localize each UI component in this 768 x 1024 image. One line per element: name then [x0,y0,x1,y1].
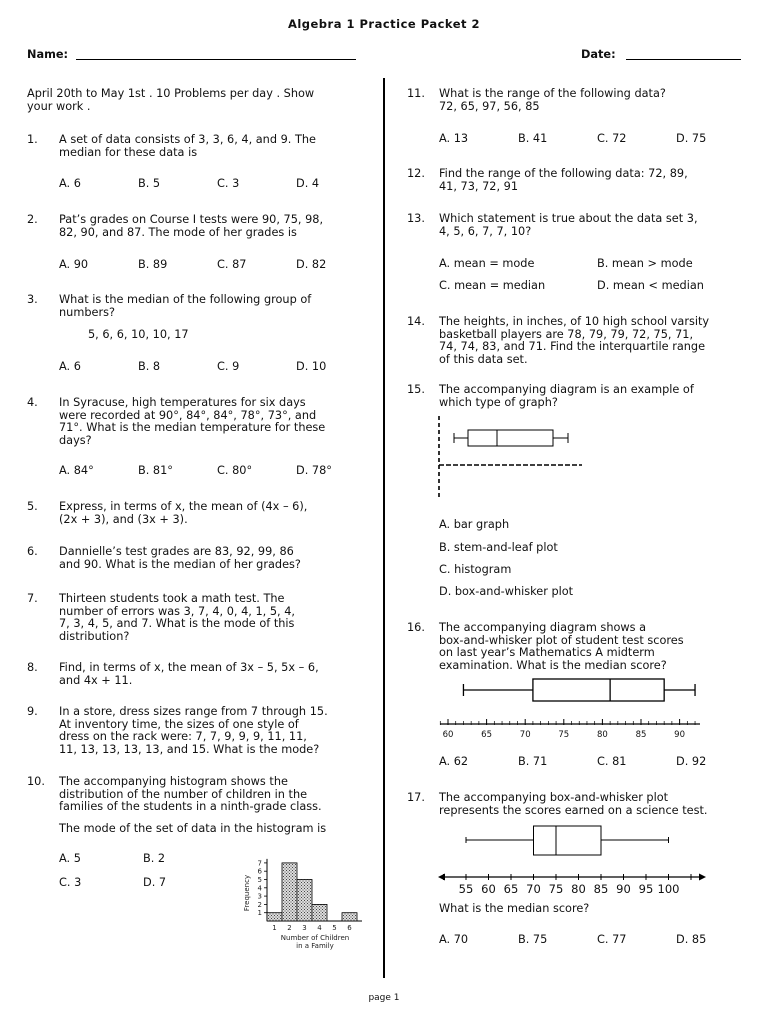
q17-text-2: What is the median score? [439,902,590,915]
q10-text: The accompanying histogram shows the distribution of the number of children in the families of the students in a ninth-grade class. [59,775,322,814]
histogram-x-tick-label: 6 [347,924,352,932]
q4-choice-d[interactable]: D. 78° [296,464,332,477]
histogram-y-tick-label: 4 [257,884,262,893]
date-label: Date: [581,48,616,61]
q7-text: Thirteen students took a math test. The number of errors was 3, 7, 4, 0, 4, 1, 5, 4, 7, 3, 4, 5, and 7. What is the mode of this distribution? [59,592,295,643]
q17-tick-label: 90 [616,882,631,896]
name-field[interactable] [76,59,356,60]
intro-text: April 20th to May 1st . 10 Problems per day . Show your work . [27,87,315,113]
q16-choice-b[interactable]: B. 71 [518,755,548,768]
q15-choice-d[interactable]: D. box-and-whisker plot [439,585,574,598]
q2-text: Pat’s grades on Course I tests were 90, 75, 98, 82, 90, and 87. The mode of her grades is [59,213,324,239]
q13-choice-d[interactable]: D. mean < median [597,279,704,292]
histogram-y-tick-label: 2 [257,900,262,909]
q6-number: 6. [27,545,38,558]
q3-data: 5, 6, 6, 10, 10, 17 [88,328,189,341]
q13-choice-c[interactable]: C. mean = median [439,279,546,292]
q16-tick-label: 60 [442,730,454,740]
q5-text: Express, in terms of x, the mean of (4x – 6), (2x + 3), and (3x + 3). [59,500,308,526]
histogram-x-tick-label: 3 [302,924,307,932]
histogram-y-tick-label: 3 [257,892,262,901]
q2-choice-a[interactable]: A. 90 [59,258,89,271]
q17-choice-b[interactable]: B. 75 [518,933,548,946]
histogram-x-axis-label: Number of Children [280,934,350,942]
q10-number: 10. [27,775,45,788]
histogram-y-tick-label: 6 [257,867,262,876]
q2-choice-c[interactable]: C. 87 [217,258,247,271]
q17-axis-arrow-right [699,874,706,881]
q3-choice-a[interactable]: A. 6 [59,360,81,373]
q12-text: Find the range of the following data: 72, 89, 41, 73, 72, 91 [439,167,688,193]
q11-number: 11. [407,87,425,100]
q3-choice-c[interactable]: C. 9 [217,360,240,373]
q16-choice-d[interactable]: D. 92 [676,755,707,768]
q3-choice-b[interactable]: B. 8 [138,360,161,373]
q1-choice-d[interactable]: D. 4 [296,177,320,190]
q16-tick-label: 70 [519,730,531,740]
q17-tick-label: 85 [593,882,609,896]
q11-choice-c[interactable]: C. 72 [597,132,627,145]
q4-number: 4. [27,396,38,409]
page-title: Algebra 1 Practice Packet 2 [287,17,481,31]
q11-text: What is the range of the following data? 72, 65, 97, 56, 85 [439,87,666,113]
q17-number: 17. [407,791,425,804]
q16-choice-c[interactable]: C. 81 [597,755,627,768]
histogram-figure [238,852,362,952]
q15-diagram [432,412,584,504]
q14-number: 14. [407,315,425,328]
q12-number: 12. [407,167,425,180]
q9-number: 9. [27,705,38,718]
q4-choice-c[interactable]: C. 80° [217,464,253,477]
q17-tick-label: 100 [657,882,680,896]
q11-choice-d[interactable]: D. 75 [676,132,707,145]
q8-text: Find, in terms of x, the mean of 3x – 5, 5x – 6, and 4x + 11. [59,661,319,687]
q4-choice-b[interactable]: B. 81° [138,464,173,477]
q3-number: 3. [27,293,38,306]
q17-boxplot [436,818,708,898]
q16-boxplot [436,674,706,746]
q1-choice-c[interactable]: C. 3 [217,177,240,190]
histogram-bar [297,880,312,922]
q5-number: 5. [27,500,38,513]
q17-tick-label: 70 [526,882,541,896]
histogram-x-tick-label: 4 [317,924,322,932]
histogram-x-axis-label-2: in a Family [296,942,334,950]
q13-number: 13. [407,212,425,225]
histogram-x-tick-label: 1 [272,924,277,932]
q16-tick-label: 80 [596,730,608,740]
q3-choice-d[interactable]: D. 10 [296,360,327,373]
q16-tick-label: 65 [481,730,493,740]
q17-box [534,826,602,855]
q13-choice-b[interactable]: B. mean > mode [597,257,693,270]
q16-text: The accompanying diagram shows a box-and-whisker plot of student test scores on last year’s Mathematics A midterm examination. What is the median score? [439,621,684,672]
q1-choice-a[interactable]: A. 6 [59,177,81,190]
histogram-bar [312,904,327,921]
q10-choice-b[interactable]: B. 2 [143,852,166,865]
name-label: Name: [27,48,69,61]
histogram-x-tick-label: 5 [332,924,337,932]
q16-choice-a[interactable]: A. 62 [439,755,469,768]
q17-text: The accompanying box-and-whisker plot represents the scores earned on a science test. [439,791,708,817]
q11-choice-b[interactable]: B. 41 [518,132,548,145]
q1-choice-b[interactable]: B. 5 [138,177,161,190]
q10-text-2: The mode of the set of data in the histogram is [59,822,327,835]
q17-tick-label: 80 [571,882,586,896]
q9-text: In a store, dress sizes range from 7 through 15. At inventory time, the sizes of one style of dress on the rack were: 7, 7, 9, 9, 9, 11, 11, 11, 13, 13, 13, 13, and 15. What is the mode? [59,705,328,756]
histogram-y-tick-label: 7 [257,859,262,868]
q2-number: 2. [27,213,38,226]
q16-tick-label: 90 [674,730,686,740]
q17-tick-label: 65 [503,882,519,896]
column-divider [383,78,385,978]
date-field[interactable] [626,59,741,60]
q17-tick-label: 95 [638,882,654,896]
q15-choice-a[interactable]: A. bar graph [439,518,510,531]
q2-choice-d[interactable]: D. 82 [296,258,327,271]
q17-tick-label: 60 [481,882,496,896]
q10-choice-c[interactable]: C. 3 [59,876,82,889]
q6-text: Dannielle’s test grades are 83, 92, 99, 86 and 90. What is the median of her grades? [59,545,301,571]
q16-box [533,679,664,701]
q2-choice-b[interactable]: B. 89 [138,258,168,271]
q7-number: 7. [27,592,38,605]
q17-choice-c[interactable]: C. 77 [597,933,627,946]
q17-tick-label: 75 [548,882,564,896]
q3-text: What is the median of the following group of numbers? [59,293,312,319]
q14-text: The heights, in inches, of 10 high school varsity basketball players are 78, 79, 79, 72, 75, 71, 74, 74, 83, and 71. Find the interquartile range of this data set. [439,315,710,366]
q17-choice-a[interactable]: A. 70 [439,933,469,946]
histogram-y-tick-label: 1 [257,909,262,918]
q13-text: Which statement is true about the data set 3, 4, 5, 6, 7, 7, 10? [439,212,698,238]
histogram-y-tick-label: 5 [257,876,262,884]
q16-tick-label: 85 [635,730,647,740]
histogram-bar [282,863,297,921]
q10-choice-d[interactable]: D. 7 [143,876,167,889]
page-number: page 1 [368,993,400,1003]
histogram-bar [267,913,282,921]
q16-tick-label: 75 [558,730,570,740]
q17-choice-d[interactable]: D. 85 [676,933,707,946]
histogram-bar [342,913,357,921]
q4-text: In Syracuse, high temperatures for six days were recorded at 90°, 84°, 84°, 78°, 73°, and 71°. What is the median temperature for these days? [59,396,326,447]
q15-number: 15. [407,383,425,396]
q15-choice-b[interactable]: B. stem-and-leaf plot [439,541,558,554]
q11-choice-a[interactable]: A. 13 [439,132,469,145]
q4-choice-a[interactable]: A. 84° [59,464,94,477]
histogram-y-axis-label: Frequency [243,874,251,912]
q13-choice-a[interactable]: A. mean = mode [439,257,535,270]
q16-number: 16. [407,621,425,634]
q8-number: 8. [27,661,38,674]
q15-choice-c[interactable]: C. histogram [439,563,512,576]
q10-choice-a[interactable]: A. 5 [59,852,81,865]
q1-text: A set of data consists of 3, 3, 6, 4, and 9. The median for these data is [59,133,316,159]
q1-number: 1. [27,133,38,146]
q15-text: The accompanying diagram is an example of which type of graph? [439,383,694,409]
histogram-x-tick-label: 2 [287,924,292,932]
q17-tick-label: 55 [458,882,474,896]
